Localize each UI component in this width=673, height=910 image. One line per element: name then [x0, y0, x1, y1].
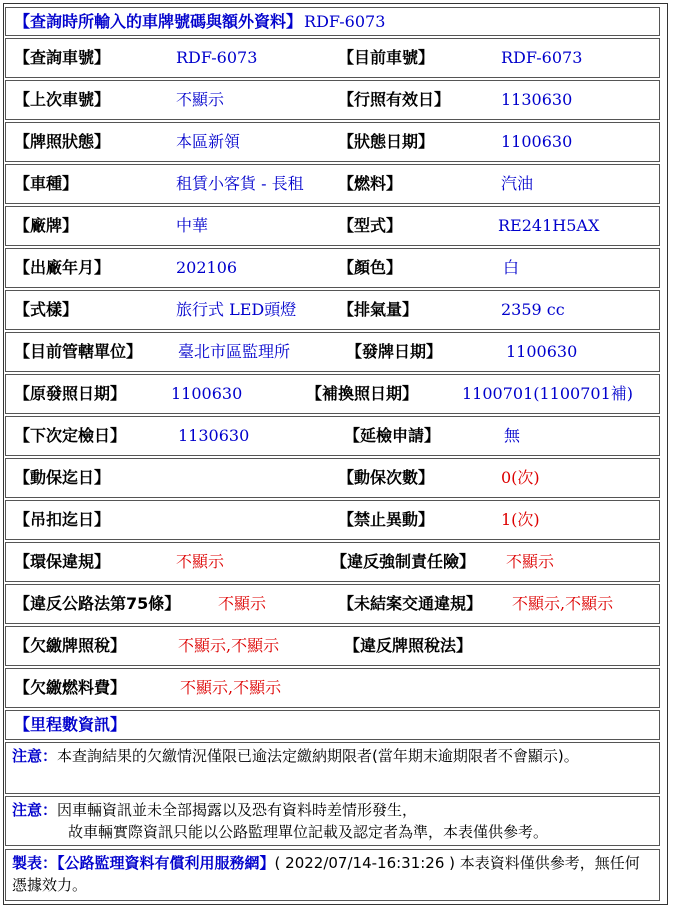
field-value: 1100630: [506, 342, 578, 361]
info-row: [5, 332, 660, 372]
info-row: [5, 416, 660, 456]
field-value: RE241H5AX: [498, 216, 600, 235]
info-row: [5, 584, 660, 624]
field-label: 【燃料】: [338, 174, 403, 193]
info-row: [5, 164, 660, 204]
field-value: 不顯示: [218, 594, 267, 613]
field-label: 【禁止異動】: [338, 510, 435, 529]
field-label: 【環保違規】: [14, 552, 111, 571]
field-value: RDF-6073: [501, 48, 583, 67]
note-overdue: [5, 742, 660, 794]
note-line: 因車輛資訊並未全部揭露以及恐有資料時差情形發生，: [57, 801, 418, 819]
info-row: [5, 248, 660, 288]
service-link[interactable]: 【公路監理資料有償利用服務網】: [57, 854, 275, 872]
field-label: 【狀態日期】: [338, 132, 435, 151]
mileage-header: 【里程數資訊】: [14, 715, 127, 734]
field-label: 【查詢車號】: [14, 48, 111, 67]
field-label: 【上次車號】: [14, 90, 111, 109]
info-row: [5, 542, 660, 582]
field-value: 汽油: [501, 174, 534, 193]
field-label: 【目前管轄單位】: [14, 342, 143, 361]
field-value: 202106: [176, 258, 238, 277]
info-row: [5, 122, 660, 162]
field-value: 中華: [176, 216, 209, 235]
field-label: 【欠繳牌照稅】: [14, 636, 127, 655]
field-value: 不顯示: [176, 552, 225, 571]
info-row: [5, 206, 660, 246]
field-label: 【發牌日期】: [346, 342, 443, 361]
field-label: 【廠牌】: [14, 216, 79, 235]
field-label: 【延檢申請】: [344, 426, 441, 445]
note-key: 製表：: [12, 854, 58, 872]
field-label: 【吊扣迄日】: [14, 510, 111, 529]
note-disclaimer: [5, 796, 660, 846]
field-value: 2359 cc: [501, 300, 565, 319]
field-label: 【行照有效日】: [338, 90, 451, 109]
note-source: [5, 849, 660, 901]
field-label: 【下次定檢日】: [14, 426, 127, 445]
info-row: [5, 290, 660, 330]
note-key: 注意：: [12, 747, 58, 765]
field-label: 【違反牌照稅法】: [344, 636, 473, 655]
field-label: 【車種】: [14, 174, 79, 193]
mileage-header-row: [5, 710, 660, 740]
field-label: 【違反公路法第75條】: [14, 594, 181, 613]
field-value: 1130630: [501, 90, 573, 109]
field-value: 不顯示,不顯示: [178, 636, 280, 655]
note-text: 本查詢結果的欠繳情況僅限已逾法定繳納期限者(當年期末逾期限者不會顯示)。: [57, 747, 579, 765]
field-value: 臺北市區監理所: [178, 342, 291, 361]
field-value: 1(次): [501, 510, 540, 529]
field-label: 【原發照日期】: [14, 384, 127, 403]
field-value: 1100630: [171, 384, 243, 403]
field-value: 旅行式 LED頭燈: [176, 300, 297, 319]
field-value: 本區新領: [176, 132, 241, 151]
field-value: 不顯示: [176, 90, 225, 109]
field-label: 【欠繳燃料費】: [14, 678, 127, 697]
info-row: [5, 458, 660, 498]
field-label: 【補換照日期】: [306, 384, 419, 403]
info-row: [5, 626, 660, 666]
field-value: 0(次): [501, 468, 540, 487]
field-value: 白: [503, 258, 520, 277]
note-key: 注意：: [12, 801, 58, 819]
field-label: 【出廠年月】: [14, 258, 111, 277]
field-label: 【牌照狀態】: [14, 132, 111, 151]
field-value: 無: [504, 426, 521, 445]
field-label: 【動保次數】: [338, 468, 435, 487]
field-value: 1100630: [501, 132, 573, 151]
field-label: 【排氣量】: [338, 300, 419, 319]
info-row: [5, 374, 660, 414]
query-title-row: [5, 7, 660, 36]
field-label: 【目前車號】: [338, 48, 435, 67]
info-row: [5, 38, 660, 78]
field-value: 不顯示,不顯示: [180, 678, 282, 697]
field-label: 【顏色】: [338, 258, 403, 277]
note-line: 故車輛實際資訊只能以公路監理單位記載及認定者為準，本表僅供參考。: [68, 823, 549, 841]
field-label: 【式樣】: [14, 300, 79, 319]
field-value: 租賃小客貨 - 長租: [176, 174, 304, 193]
field-value: 不顯示,不顯示: [512, 594, 614, 613]
field-label: 【違反強制責任險】: [331, 552, 476, 571]
field-value: 1100701(1100701補): [462, 384, 634, 403]
field-value: 不顯示: [506, 552, 555, 571]
field-value: 1130630: [178, 426, 250, 445]
field-label: 【未結案交通違規】: [338, 594, 483, 613]
query-title-label: 【查詢時所輸入的車牌號碼與額外資料】: [14, 11, 303, 31]
info-row: [5, 500, 660, 540]
field-label: 【型式】: [338, 216, 403, 235]
field-value: RDF-6073: [176, 48, 258, 67]
field-label: 【動保迄日】: [14, 468, 111, 487]
query-title-plate: RDF-6073: [304, 11, 386, 31]
info-row: [5, 80, 660, 120]
note-text: ( 2022/07/14-16:31:26 ) 本表資料僅供參考，無任何憑據效力。: [12, 854, 640, 894]
info-row: [5, 668, 660, 708]
